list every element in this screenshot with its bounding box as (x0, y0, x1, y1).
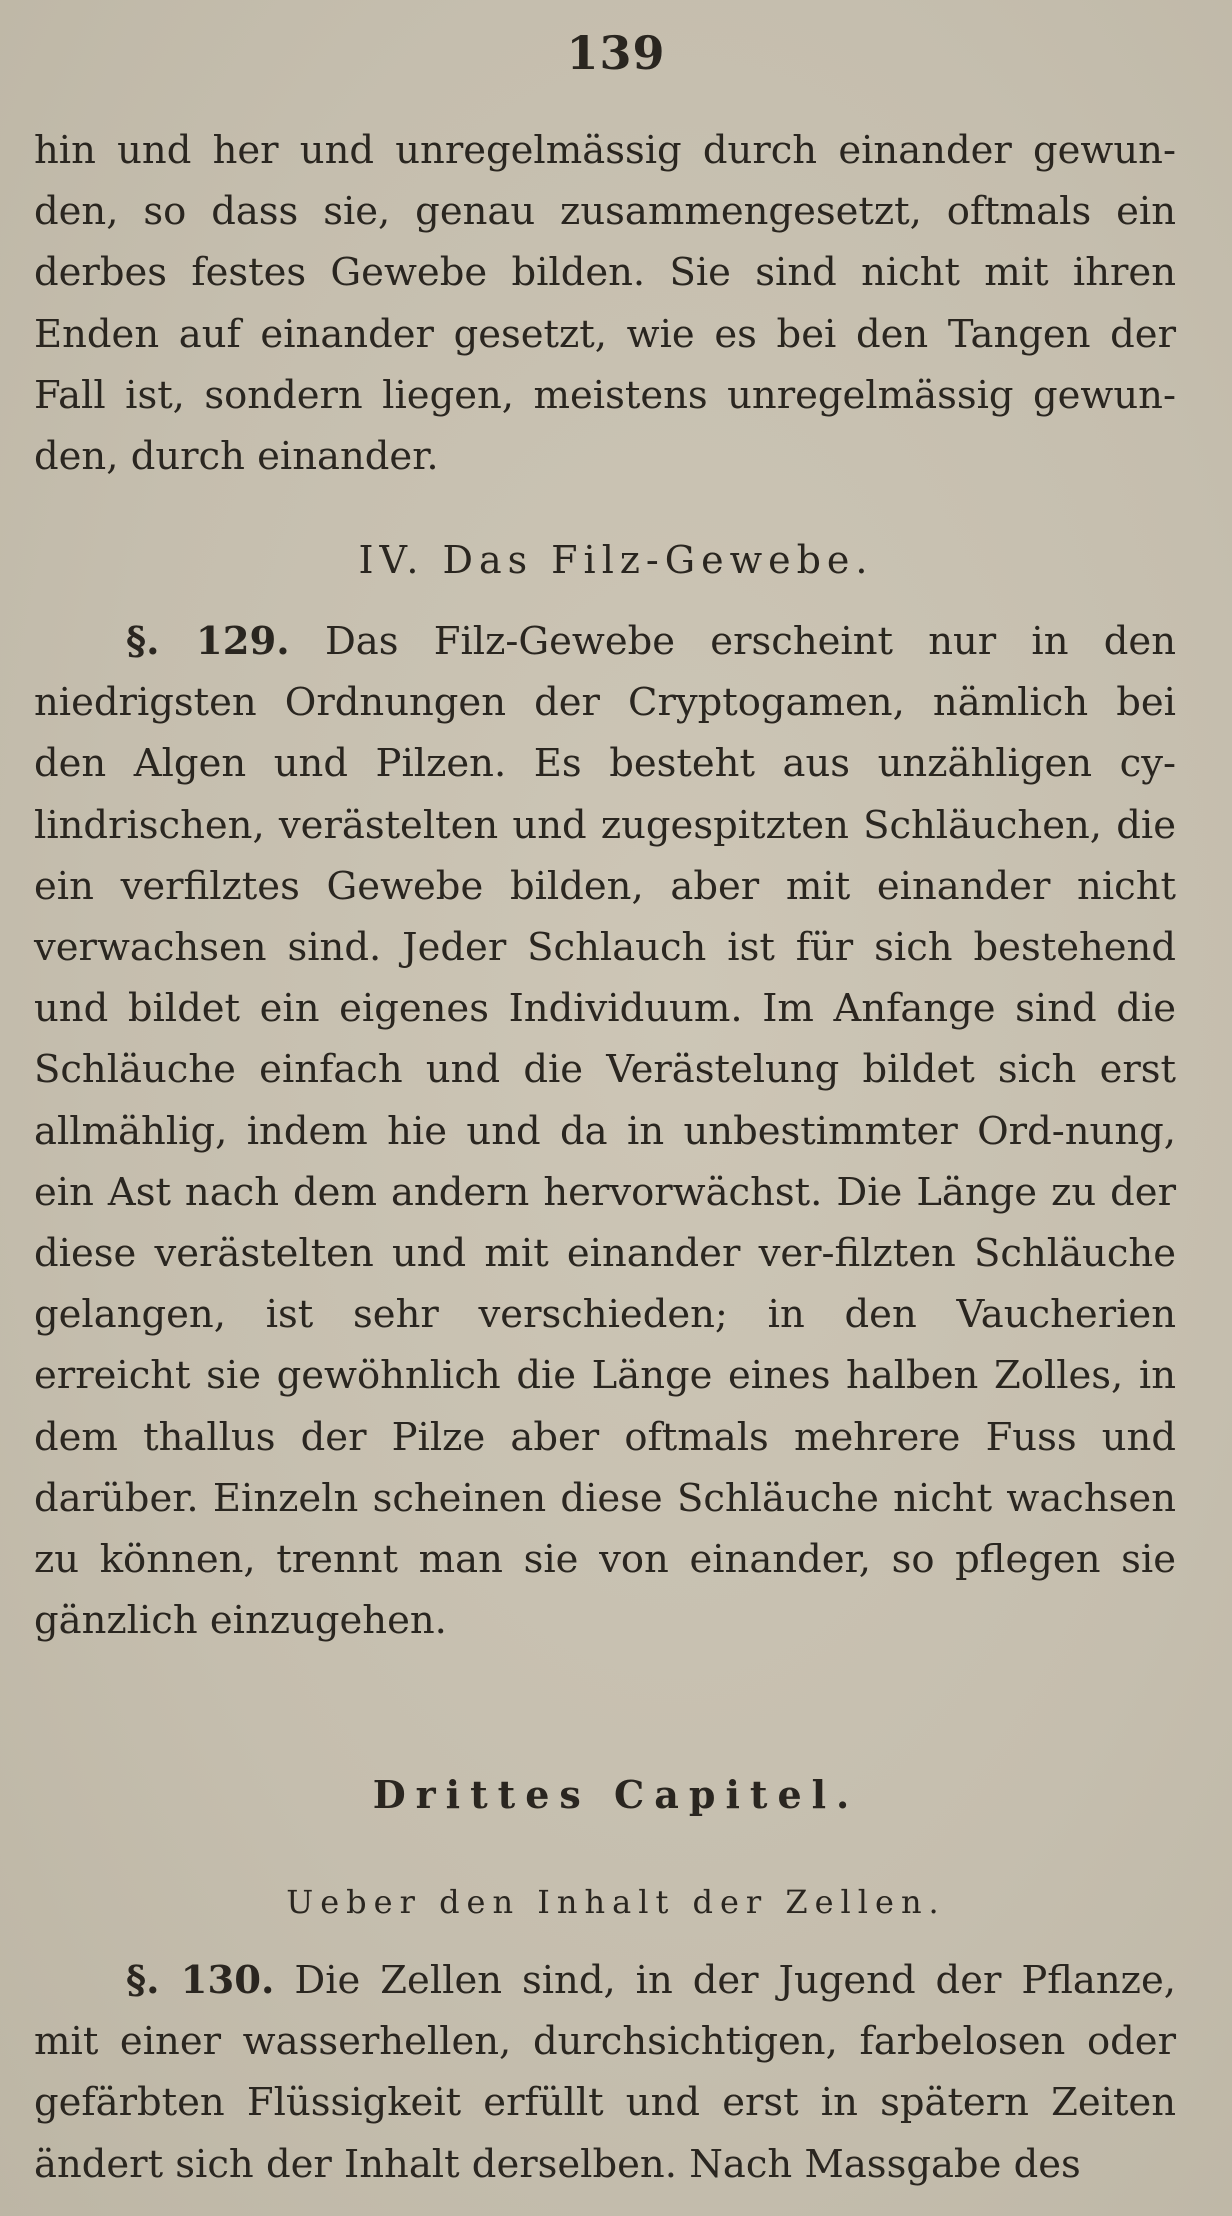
paragraph-129 (34, 611, 1176, 1651)
chapter-heading: Drittes Capitel. (372, 1772, 860, 1817)
paragraph-text: Das Filz-Gewebe erscheint nur in den niedrigsten Ordnungen der Cryptogamen, nämlich bei den Algen und Pilzen. Es besteht aus unzähligen cy-lindrischen, verästelten und zugespitzten Schläuchen, die ein verfilztes Gewebe bilden, aber mit einander nicht verwachsen sind. Jeder Schlauch ist für sich bestehend und bildet ein eigenes Individuum. Im Anfange sind die Schläuche einfach und die Verästelung bildet sich erst allmählig, indem hie und da in unbestimmter Ord-nung, ein Ast nach dem andern hervorwächst. Die Länge zu der diese verästelten und mit einander ver-filzten Schläuche gelangen, ist sehr verschieden; in den Vaucherien erreicht sie gewöhnlich die Länge eines halben Zolles, in dem thallus der Pilze aber oftmals mehrere Fuss und darüber. Einzeln scheinen diese Schläuche nicht wachsen zu können, trennt man sie von einander, so pflegen sie gänzlich einzugehen. (34, 619, 1176, 1644)
section-number-130: §. 130. (126, 1958, 275, 2003)
paragraph-filz-intro (34, 120, 1176, 487)
section-number-129: §. 129. (126, 619, 290, 664)
paragraph-text: Die Zellen sind, in der Jugend der Pflanze, mit einer wasserhellen, durchsichtigen, farbelosen oder gefärbten Flüssigkeit erfüllt und erst in spätern Zeiten ändert sich der Inhalt derselben. Nach Massgabe des (34, 1958, 1176, 2187)
paragraph-text: hin und her und unregelmässig durch einander gewun-den, so dass sie, genau zusammengesetzt, oftmals ein derbes festes Gewebe bilden. Sie sind nicht mit ihren Enden auf einander gesetzt, wie es bei den Tangen der Fall ist, sondern liegen, meistens unregelmässig gewun-den, durch einander. (34, 128, 1176, 480)
chapter-subtitle: Ueber den Inhalt der Zellen. (286, 1883, 946, 1921)
section-heading-iv: IV. Das Filz-Gewebe. (358, 538, 874, 582)
paragraph-130 (34, 1950, 1176, 2195)
page-number: 139 (566, 26, 666, 80)
